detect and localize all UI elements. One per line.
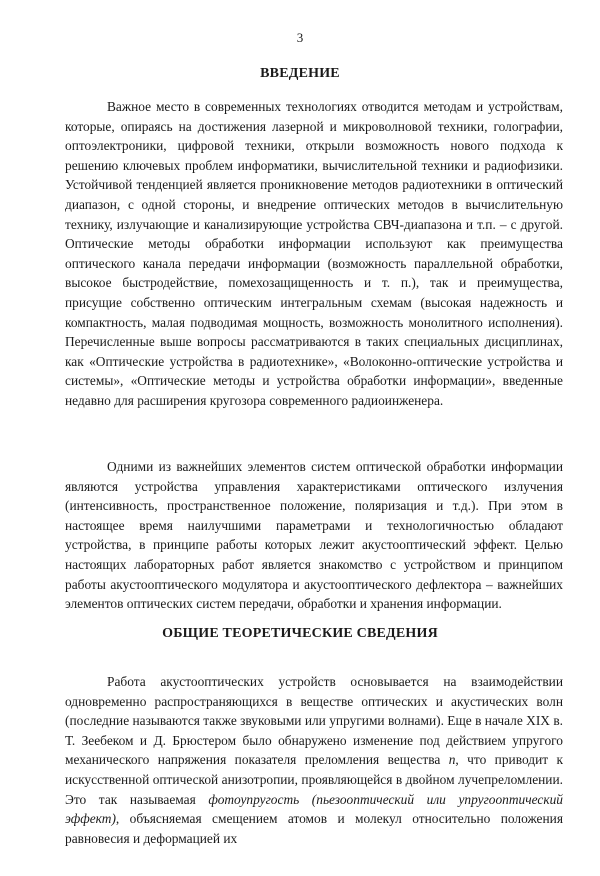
- section-heading-theory: ОБЩИЕ ТЕОРЕТИЧЕСКИЕ СВЕДЕНИЯ: [162, 626, 438, 641]
- page-number: 3: [296, 30, 304, 45]
- section-heading-introduction: ВВЕДЕНИЕ: [260, 66, 340, 81]
- theory-text-part-1: Работа акустооптических устройств основывается на взаимодействии одновременно распространяющихся в веществе оптических и акустических волн (последние называются также звуковыми или упругими волнами). Еще в начале XIX в. Т. Зеебеком и Д. Брюстером было обнаружено изменение под действием упругого механического напряжения показателя преломления вещества: [65, 674, 563, 768]
- intro-paragraph-1: Важное место в современных технологиях отводится методам и устройствам, которые, опираясь на достижения лазерной и микроволновой техники, голографии, оптоэлектроники, цифровой техники, открыли возможность нового подхода к решению ключевых проблем информатики, вычислительной техники и радиофизики. Устойчивой тенденцией является проникновение методов радиотехники в оптический диапазон, с одной стороны, и внедрение оптических методов в вычислительную технику, излучающие и канализирующие устройства СВЧ-диапазона и т.п. – с другой. Оптические методы обработки информации используют как преимущества оптического канала передачи информации (возможность параллельной обработки, высокое быстродействие, помехозащищенность и т. п.), так и преимущества, присущие собственно оптическим интегральным схемам (высокая надежность и компактность, малая подводимая мощность, возможность монолитного исполнения). Перечисленные выше вопросы рассматриваются в таких специальных дисциплинах, как «Оптические устройства в радиотехнике», «Волоконно-оптические устройства и системы», «Оптические методы и устройства обработки информации», введенные недавно для расширения кругозора современного радиоинженера.: [65, 99, 563, 408]
- refractive-index-symbol: n: [448, 752, 456, 768]
- intro-paragraph-2: Одними из важнейших элементов систем оптической обработки информации являются устройства управления характеристиками оптического излучения (интенсивность, пространственное положение, поляризация и т.д.). При этом в настоящее время наилучшими параметрами и технологичностью обладают устройства, в принципе работы которых лежит акустооптический эффект. Целью настоящих лабораторных работ является знакомство с устройством и принципом работы акустооптического модулятора и акустооптического дефлектора – важнейших элементов оптических систем передачи, обработки и хранения информации.: [65, 459, 563, 612]
- photoelasticity-term: фотоупругость (пьезооптический или упругооптический эффект): [65, 791, 563, 827]
- theory-paragraph-1: [65, 672, 563, 848]
- theory-text-part-3: , объясняемая смещением атомов и молекул относительно положения равновесия и деформацией их: [65, 811, 563, 846]
- theory-text-part-2: , что приводит к искусственной оптической анизотропии, проявляющейся в двойном лучепреломлении. Это так называемая: [65, 752, 563, 807]
